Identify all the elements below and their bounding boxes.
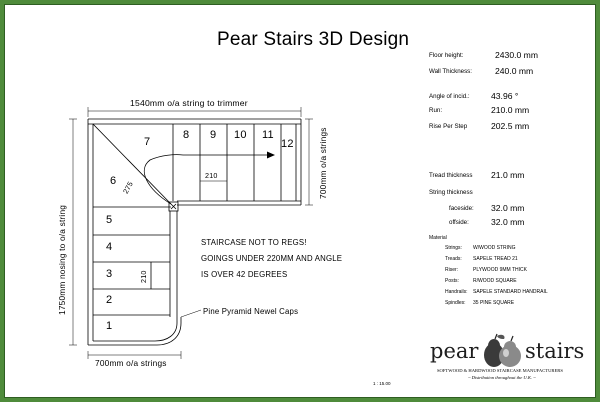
step-number: 2 (106, 294, 113, 306)
run-label: Run: (429, 107, 443, 114)
pear-icon (480, 333, 526, 369)
wall-thickness-value: 240.0 mm (495, 66, 534, 76)
step-number: 7 (144, 136, 151, 148)
material-label: Riser: (445, 267, 459, 273)
material-label: Treads: (445, 256, 462, 262)
logo-word-right: stairs (525, 339, 585, 363)
logo-sub-tagline: ~ Distribution throughout the U.K. ~ (468, 375, 536, 380)
step-number: 4 (106, 241, 113, 253)
step-number: 9 (210, 129, 217, 141)
step-number: 1 (106, 320, 113, 332)
top-dimension-label: 1540mm o/a string to trimmer (130, 98, 248, 108)
logo-tagline: SOFTWOOD & HARDWOOD STAIRCASE MANUFACTURERS (437, 368, 563, 373)
regs-warning-line: STAIRCASE NOT TO REGS! (201, 238, 307, 247)
offside-value: 32.0 mm (491, 217, 525, 227)
drawing-scale: 1 : 15.00 (373, 381, 391, 386)
step-number: 11 (262, 129, 274, 141)
company-logo (430, 333, 585, 383)
string-thickness-heading: String thickness (429, 189, 473, 196)
right-dimension-label: 700mm o/a strings (318, 127, 328, 199)
offside-label: offside: (449, 219, 469, 226)
logo-word-left: pear (430, 339, 479, 363)
angle-label: Angle of incid.: (429, 93, 470, 100)
step-number: 3 (106, 268, 113, 280)
rise-value: 202.5 mm (491, 121, 530, 131)
floor-height-value: 2430.0 mm (495, 50, 538, 60)
material-value: PLYWOOD 9MM THICK (473, 267, 527, 273)
going-dimension-top: 210 (205, 171, 218, 180)
material-value: SAPELE TREAD 21 (473, 256, 518, 262)
step-number: 6 (110, 175, 117, 187)
material-label: Spindles: (445, 300, 466, 306)
tread-thickness-label: Tread thickness (429, 172, 473, 179)
faceside-label: faceside: (449, 205, 474, 212)
regs-warning-line: GOINGS UNDER 220MM AND ANGLE (201, 254, 343, 263)
material-value: SAPELE STANDARD HANDRAIL (473, 289, 548, 295)
newel-cap-note: Pine Pyramid Newel Caps (203, 307, 299, 316)
material-heading: Material (429, 235, 447, 241)
wall-thickness-label: Wall Thickness: (429, 68, 472, 75)
going-dimension-left: 210 (139, 270, 148, 283)
material-label: Handrails: (445, 289, 468, 295)
run-value: 210.0 mm (491, 105, 530, 115)
step-number: 12 (281, 138, 294, 150)
rise-label: Rise Per Step (429, 123, 468, 130)
step-number: 5 (106, 214, 113, 226)
tread-thickness-value: 21.0 mm (491, 170, 525, 180)
faceside-value: 32.0 mm (491, 203, 525, 213)
material-value: 35 PINE SQUARE (473, 300, 515, 306)
step-number: 8 (183, 129, 190, 141)
step-number: 10 (234, 129, 247, 141)
material-value: W/WOOD STRING (473, 245, 516, 251)
angle-value: 43.96 ° (491, 91, 519, 101)
material-label: Strings: (445, 245, 462, 251)
page-title: Pear Stairs 3D Design (217, 29, 410, 50)
drawing-sheet (4, 4, 596, 398)
winder-dimension-label: 275 (121, 179, 135, 196)
regs-warning-line: IS OVER 42 DEGREES (201, 270, 288, 279)
bottom-dimension-label: 700mm o/a strings (95, 358, 167, 368)
material-value: R/WOOD SQUARE (473, 278, 517, 284)
left-dimension-label: 1750mm nosing to o/a string (57, 204, 67, 315)
material-label: Posts: (445, 278, 459, 284)
floor-height-label: Floor height: (429, 52, 464, 59)
